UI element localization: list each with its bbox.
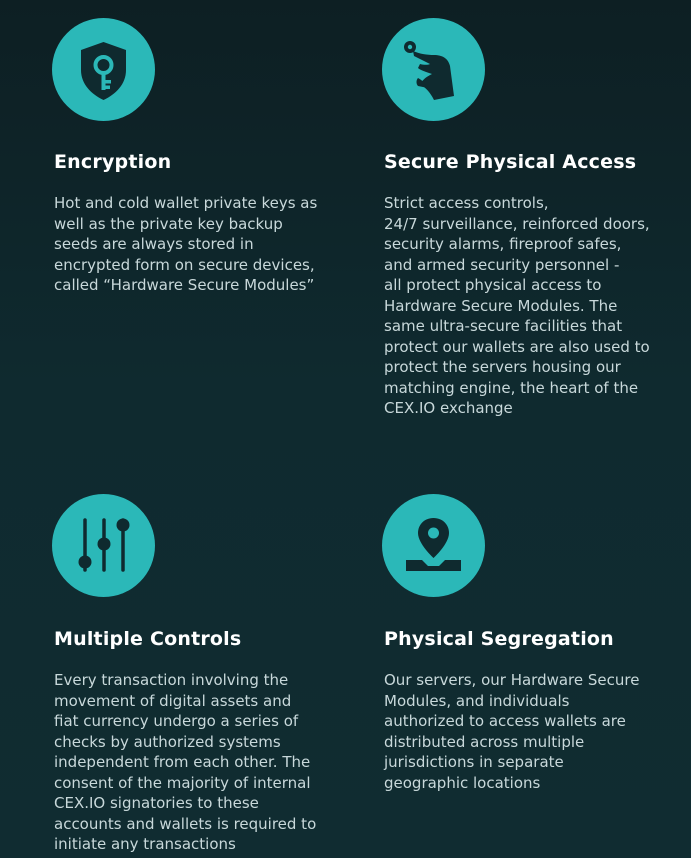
feature-title: Physical Segregation (384, 628, 614, 650)
physical-segregation-icon-circle (382, 494, 485, 597)
feature-title: Secure Physical Access (384, 151, 637, 173)
feature-description: Strict access controls, 24/7 surveillance, reinforced doors, security alarms, fireproof safes, and armed security personnel - all protect physical access to Hardware Secure Modules. The same ultra-secure facilities that protect our wallets are also used to protect the servers housing our matching engine, the heart of the CEX.IO exchange (384, 194, 650, 417)
feature-description: Our servers, our Hardware Secure Modules, and individuals authorized to access wallets are distributed across multiple jurisdictions in separate geographic locations (384, 671, 640, 792)
sliders-icon (52, 494, 155, 597)
physical-access-icon-circle (382, 18, 485, 121)
map-pin-icon (382, 494, 485, 597)
feature-description: Every transaction involving the movement of digital assets and fiat currency undergo a series of checks by authorized systems independent from each other. The consent of the majority of internal CEX.IO signatories to these accounts and wallets is required to initiate any transactions (54, 671, 317, 853)
feature-description: Hot and cold wallet private keys as well as the private key backup seeds are always stored in encrypted form on secure devices, called “Hardware Secure Modules” (54, 194, 318, 294)
feature-title: Encryption (54, 151, 172, 173)
feature-title: Multiple Controls (54, 628, 242, 650)
hand-touch-icon (382, 18, 485, 121)
shield-key-icon (52, 18, 155, 121)
encryption-icon-circle (52, 18, 155, 121)
multiple-controls-icon-circle (52, 494, 155, 597)
